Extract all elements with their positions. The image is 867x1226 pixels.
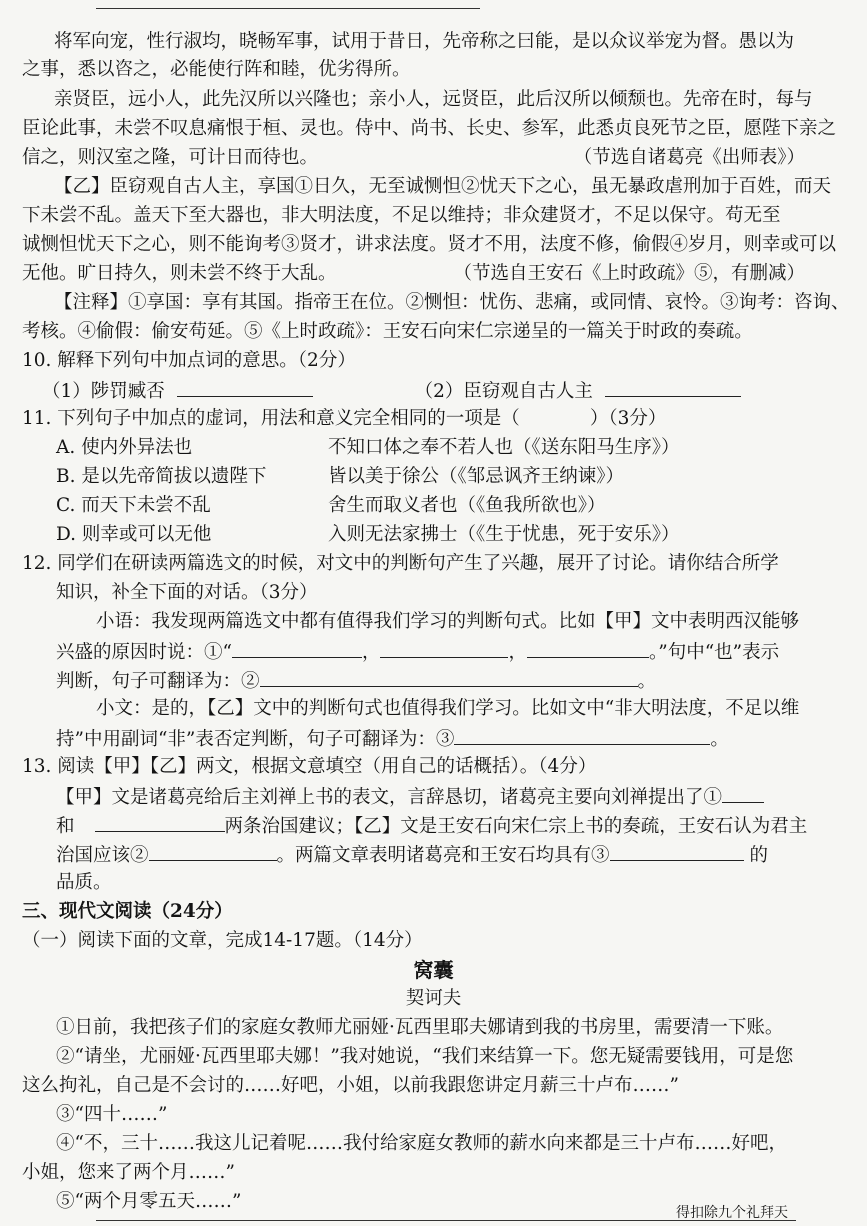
text: 考核。④偷假：偷安苟延。⑤《上时政疏》：王安石向宋仁宗递呈的一篇关于时政的奏疏。 bbox=[22, 321, 753, 342]
text: 治国应该② bbox=[56, 845, 149, 866]
text: 判断，句子可翻译为：② bbox=[56, 671, 260, 692]
answer-blank[interactable] bbox=[149, 842, 277, 861]
option-label: A. 使内外异法也 bbox=[56, 437, 193, 458]
subsection-heading bbox=[0, 929, 867, 953]
text: 小姐，您来了两个月……” bbox=[22, 1162, 235, 1183]
option-text: 舍生而取义者也（《鱼我所欲也》） bbox=[328, 495, 606, 516]
text: 之事，悉以咨之，必能使行阵和睦，优劣得所。 bbox=[22, 59, 411, 80]
text: 臣论此事，未尝不叹息痛恨于桓、灵也。侍中、尚书、长史、参军，此悉贞良死节之臣，愿陛下亲之 bbox=[22, 118, 837, 139]
text: ③“四十……” bbox=[56, 1104, 168, 1125]
story-line bbox=[0, 1074, 867, 1098]
answer-blank[interactable] bbox=[232, 639, 362, 658]
story-line bbox=[0, 1103, 867, 1127]
text-line bbox=[0, 30, 867, 54]
story-line bbox=[0, 1161, 867, 1185]
dialog-line bbox=[0, 726, 867, 752]
answer-blank[interactable] bbox=[605, 378, 741, 397]
section-title: 三、现代文阅读（24分） bbox=[22, 901, 233, 922]
text: 小文：是的，【乙】文中的判断句式也值得我们学习。比如文中“非大明法度，不足以维 bbox=[96, 698, 800, 719]
question-10-items bbox=[0, 378, 867, 404]
story-author-line bbox=[0, 987, 867, 1011]
question-stem: 12. 同学们在研读两篇选文的时候，对文中的判断句产生了兴趣，展开了讨论。请你结合所学 bbox=[22, 553, 779, 574]
text: ②“请坐，尤丽娅·瓦西里耶夫娜！”我对她说，“我们来结算一下。您无疑需要钱用，可是您 bbox=[56, 1046, 794, 1067]
bottom-rule bbox=[96, 1220, 796, 1221]
story-author: 契诃夫 bbox=[405, 988, 462, 1009]
option-label: D. 则幸或可以无他 bbox=[56, 524, 212, 545]
text-line bbox=[0, 88, 867, 112]
option-row bbox=[0, 465, 867, 489]
text-line bbox=[0, 233, 867, 257]
dialog-line bbox=[0, 697, 867, 721]
option-label: C. 而天下未尝不乱 bbox=[56, 495, 211, 516]
text: ， bbox=[361, 642, 381, 663]
text: 。两篇文章表明诸葛亮和王安石均具有③ bbox=[276, 845, 610, 866]
question-stem: 13. 阅读【甲】【乙】两文，根据文意填空（用自己的话概括）。（4分） bbox=[22, 756, 597, 777]
question-13 bbox=[0, 784, 867, 810]
text: 。”句中“也”表示 bbox=[649, 642, 780, 663]
text: ⑤“两个月零五天……” bbox=[56, 1191, 242, 1212]
option-row bbox=[0, 523, 867, 547]
text: 持”中用副词“非”表否定判断，句子可翻译为：③ bbox=[56, 729, 455, 750]
text: 两条治国建议；【乙】文是王安石向宋仁宗上书的奏疏，王安石认为君主 bbox=[224, 816, 808, 837]
question-stem: 知识，补全下面的对话。（3分） bbox=[56, 582, 318, 603]
dialog-line bbox=[0, 639, 867, 665]
question-13 bbox=[0, 842, 867, 868]
question-12 bbox=[0, 552, 867, 576]
text: 品质。 bbox=[56, 872, 112, 893]
story-title: 窝囊 bbox=[413, 958, 454, 982]
source-citation: （节选自王安石《上时政疏》⑤，有删减） bbox=[453, 263, 805, 284]
text: 的 bbox=[749, 845, 769, 866]
text: 小语：我发现两篇选文中都有值得我们学习的判断句式。比如【甲】文中表明西汉能够 bbox=[96, 611, 800, 632]
text: 无他。旷日持久，则未尝不终于大乱。 bbox=[22, 263, 337, 284]
question-13 bbox=[0, 813, 867, 839]
answer-blank[interactable] bbox=[454, 726, 710, 745]
notes-line bbox=[0, 320, 867, 344]
text: ， bbox=[508, 642, 527, 663]
text: 信之，则汉室之隆，可计日而待也。 bbox=[22, 147, 319, 168]
question-11 bbox=[0, 407, 867, 431]
top-rule bbox=[96, 8, 480, 9]
text: 和 bbox=[56, 816, 75, 837]
question-13 bbox=[0, 871, 867, 895]
dialog-line bbox=[0, 610, 867, 634]
text: 诚恻怛忧天下之心，则不能询考③贤才，讲求法度。贤才不用，法度不修，偷假④岁月，则幸或可以 bbox=[22, 234, 837, 255]
story-title-line bbox=[0, 958, 867, 982]
question-points: ）（3分） bbox=[589, 408, 667, 429]
text-line bbox=[0, 117, 867, 141]
text: 兴盛的原因时说：①“ bbox=[56, 642, 232, 663]
option-text: 不知口体之奉不若人也（《送东阳马生序》） bbox=[328, 437, 680, 458]
text-line bbox=[0, 262, 867, 286]
text: 得扣除九个礼拜天 bbox=[676, 1205, 788, 1221]
text-line bbox=[0, 175, 867, 199]
story-line bbox=[0, 1045, 867, 1069]
story-line bbox=[0, 1016, 867, 1040]
item-label: （2）臣窃观自古人主 bbox=[414, 381, 593, 402]
answer-blank[interactable] bbox=[380, 639, 508, 658]
text: 这么拘礼，自己是不会讨的……好吧，小姐，以前我跟您讲定月薪三十卢布……” bbox=[22, 1075, 679, 1096]
subsection-title: （一）阅读下面的文章，完成14-17题。（14分） bbox=[22, 930, 423, 951]
text: 【乙】臣窃观自古人主，享国①日久，无至诚恻怛②忧天下之心，虽无暴政虐刑加于百姓，而天 bbox=[54, 176, 832, 197]
text: 亲贤臣，远小人，此先汉所以兴隆也；亲小人，远贤臣，此后汉所以倾颓也。先帝在时，每与 bbox=[54, 89, 813, 110]
text: ④“不，三十……我这儿记着呢……我付给家庭女教师的薪水向来都是三十卢布……好吧， bbox=[56, 1133, 787, 1154]
answer-blank[interactable] bbox=[260, 668, 638, 687]
question-13 bbox=[0, 755, 867, 779]
answer-blank[interactable] bbox=[177, 378, 313, 397]
notes-line bbox=[0, 291, 867, 315]
item-label: （1）陟罚臧否 bbox=[42, 381, 165, 402]
question-12 bbox=[0, 581, 867, 605]
option-text: 入则无法家拂士（《生于忧患，死于安乐》） bbox=[328, 524, 680, 545]
text: 下未尝不乱。盖天下至大器也，非大明法度，不足以维持；非众建贤才，不足以保守。苟无至 bbox=[22, 205, 781, 226]
answer-blank[interactable] bbox=[95, 813, 225, 832]
question-stem: 11. 下列句子中加点的虚词，用法和意义完全相同的一项是（ bbox=[22, 408, 520, 429]
option-text: 皆以美于徐公（《邹忌讽齐王纳谏》） bbox=[328, 466, 625, 487]
option-row bbox=[0, 494, 867, 518]
text-line bbox=[0, 58, 867, 82]
answer-blank[interactable] bbox=[722, 784, 764, 803]
answer-blank[interactable] bbox=[610, 842, 744, 861]
text: 。 bbox=[637, 671, 657, 692]
text-line bbox=[0, 204, 867, 228]
text: 【甲】文是诸葛亮给后主刘禅上书的表文，言辞恳切，诸葛亮主要向刘禅提出了① bbox=[56, 787, 723, 808]
question-stem: 10. 解释下列句中加点词的意思。（2分） bbox=[22, 350, 356, 371]
text: 【注释】①享国：享有其国。指帝王在位。②恻怛：忧伤、悲痛，或同情、哀怜。③询考：咨询、 bbox=[54, 292, 850, 313]
option-row bbox=[0, 436, 867, 460]
text: 。 bbox=[710, 729, 729, 750]
option-label: B. 是以先帝简拔以遗陛下 bbox=[56, 466, 267, 487]
text: ①日前，我把孩子们的家庭女教师尤丽娅·瓦西里耶夫娜请到我的书房里，需要清一下账。 bbox=[56, 1017, 784, 1038]
section-heading bbox=[0, 900, 867, 924]
answer-blank[interactable] bbox=[527, 639, 649, 658]
dialog-line bbox=[0, 668, 867, 694]
source-citation: （节选自诸葛亮《出师表》） bbox=[573, 147, 805, 168]
text: 将军向宠，性行淑均，晓畅军事，试用于昔日，先帝称之曰能，是以众议举宠为督。愚以为 bbox=[54, 31, 795, 52]
question-10 bbox=[0, 349, 867, 373]
story-line bbox=[0, 1132, 867, 1156]
text-line bbox=[0, 146, 867, 170]
